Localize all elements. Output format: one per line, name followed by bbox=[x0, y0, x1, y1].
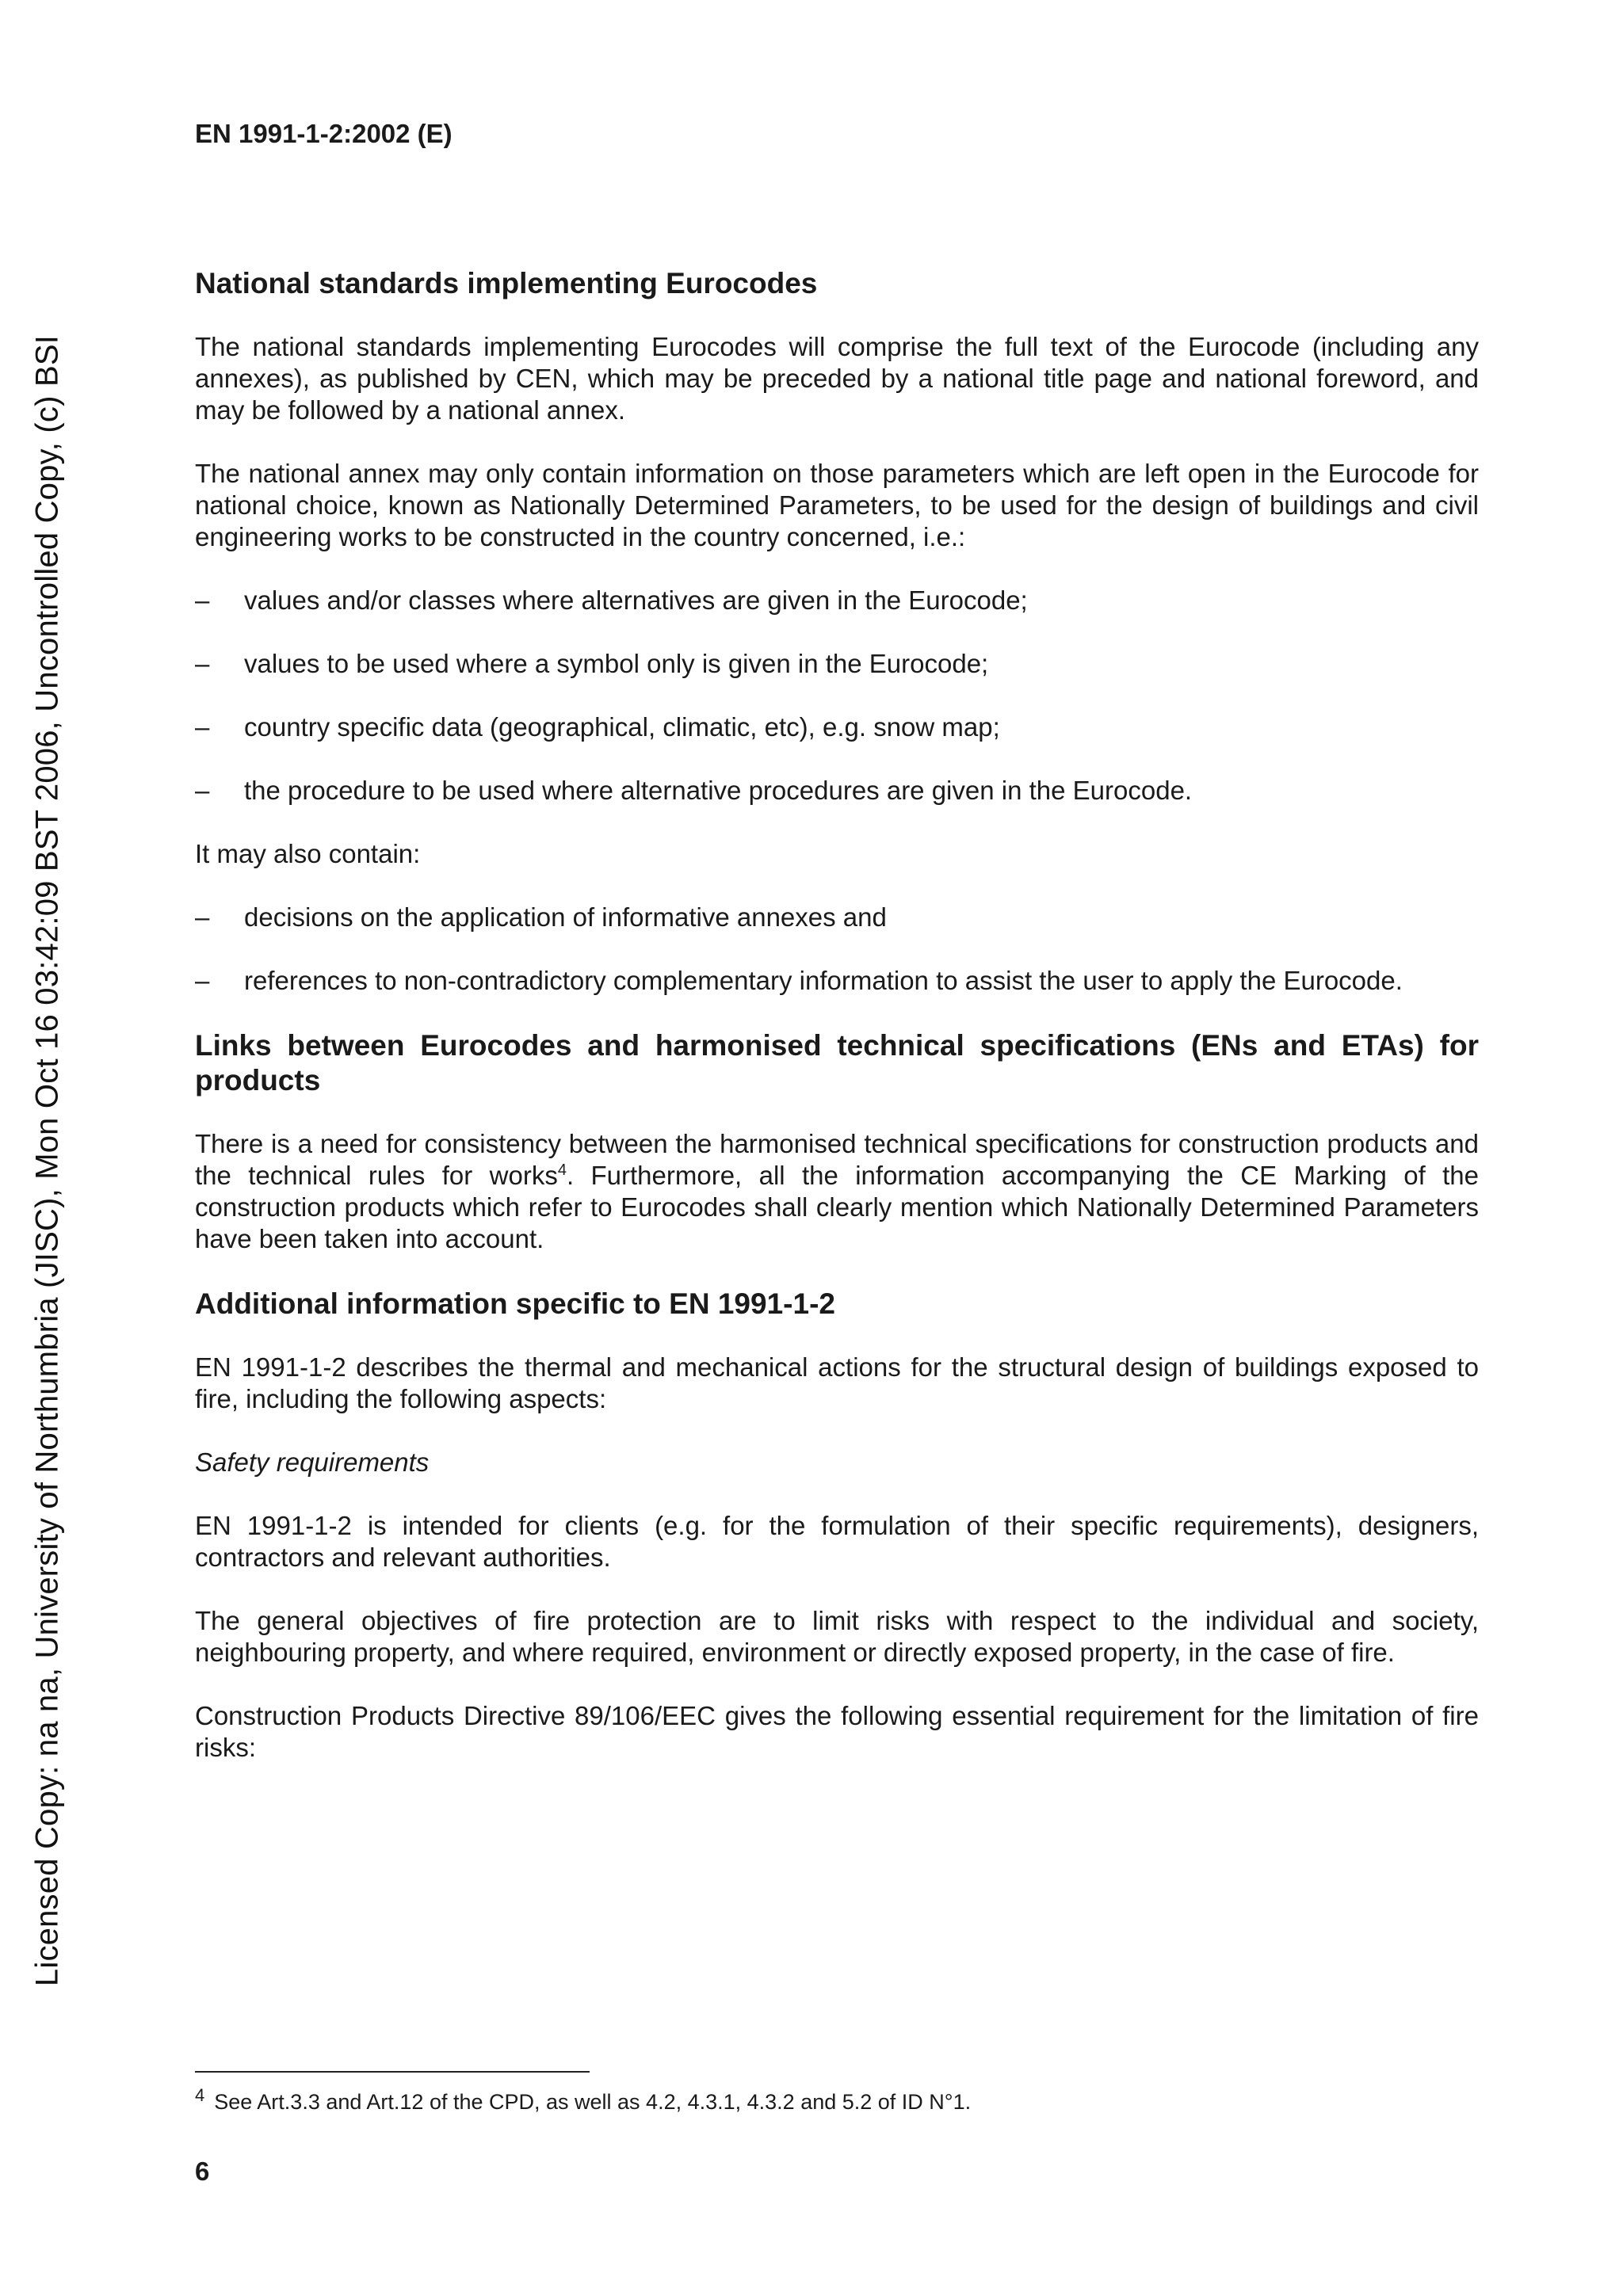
license-watermark: Licensed Copy: na na, University of Northumbria (JISC), Mon Oct 16 03:42:09 BST 2006, Uncontrolled Copy, (c) BSI bbox=[29, 334, 65, 1987]
subheading-safety-requirements: Safety requirements bbox=[195, 1447, 430, 1477]
list-item: – values to be used where a symbol only is given in the Eurocode; bbox=[195, 648, 1479, 680]
paragraph: EN 1991-1-2 is intended for clients (e.g. for the formulation of their specific requirements), designers, contractors and relevant authorities. bbox=[195, 1511, 1479, 1572]
footnote-number: 4 bbox=[195, 2085, 205, 2105]
paragraph: Construction Products Directive 89/106/EEC gives the following essential requirement for the limitation of fire risks: bbox=[195, 1701, 1479, 1762]
footnote bbox=[195, 2082, 1479, 2115]
footnote-text: See Art.3.3 and Art.12 of the CPD, as well as 4.2, 4.3.1, 4.3.2 and 5.2 of ID N°1. bbox=[214, 2090, 972, 2114]
document-reference: EN 1991-1-2:2002 (E) bbox=[195, 119, 453, 148]
paragraph-consistency bbox=[195, 1128, 1479, 1255]
paragraph: The general objectives of fire protection are to limit risks with respect to the individual and society, neighbouring property, and where required, environment or directly exposed property, in the case of fire. bbox=[195, 1606, 1479, 1667]
paragraph: EN 1991-1-2 describes the thermal and mechanical actions for the structural design of buildings exposed to fire, including the following aspects: bbox=[195, 1352, 1479, 1413]
page-content bbox=[195, 266, 1479, 1795]
list-item: – decisions on the application of informative annexes and bbox=[195, 902, 1479, 933]
heading-links-eurocodes: Links between Eurocodes and harmonised technical specifications (ENs and ETAs) for products bbox=[195, 1029, 1479, 1097]
ndp-list bbox=[195, 585, 1479, 807]
page-number: 6 bbox=[195, 2157, 210, 2186]
list-item: – references to non-contradictory complementary information to assist the user to apply the Eurocode. bbox=[195, 965, 1479, 997]
footnote-reference[interactable]: 4 bbox=[557, 1161, 567, 1179]
paragraph: It may also contain: bbox=[195, 839, 421, 868]
paragraph-text: There is a need for consistency between the harmonised technical specifications for construction products and the technical rules for works bbox=[195, 1129, 1479, 1190]
paragraph-text: . Furthermore, all the information accompanying the CE Marking of the construction products which refer to Eurocodes shall clearly mention which Nationally Determined Parameters have been taken into account. bbox=[195, 1161, 1479, 1253]
paragraph: The national annex may only contain information on those parameters which are left open in the Eurocode for national choice, known as Nationally Determined Parameters, to be used for the design of buildings and civil engineering works to be constructed in the country concerned, i.e.: bbox=[195, 459, 1479, 551]
paragraph: The national standards implementing Eurocodes will comprise the full text of the Eurocode (including any annexes), as published by CEN, which may be preceded by a national title page and national foreword, and may be followed by a national annex. bbox=[195, 332, 1479, 425]
list-item: – country specific data (geographical, climatic, etc), e.g. snow map; bbox=[195, 711, 1479, 743]
footnote-divider bbox=[195, 2071, 590, 2073]
heading-national-standards: National standards implementing Eurocodes bbox=[195, 267, 818, 299]
list-item: – values and/or classes where alternatives are given in the Eurocode; bbox=[195, 585, 1479, 616]
heading-additional-information: Additional information specific to EN 1991-1-2 bbox=[195, 1287, 835, 1320]
list-item: – the procedure to be used where alternative procedures are given in the Eurocode. bbox=[195, 775, 1479, 807]
annex-contents-list bbox=[195, 902, 1479, 997]
